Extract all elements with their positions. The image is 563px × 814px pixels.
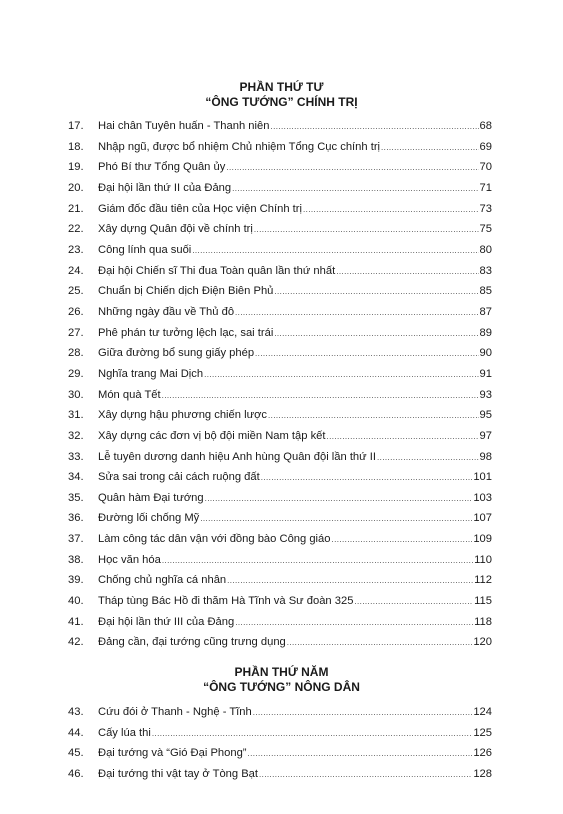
- toc-entry-title: Giám đốc đầu tiên của Học viện Chính trị: [98, 202, 302, 215]
- toc-entry-number: 37.: [68, 533, 84, 546]
- dot-leader: [336, 265, 478, 279]
- toc-entry-page-number: 85: [479, 285, 492, 298]
- toc-entry-page-number: 126: [473, 747, 492, 760]
- dot-leader: [261, 471, 473, 485]
- toc-entry[interactable]: [68, 408, 492, 429]
- toc-entry-title: Hai chân Tuyên huấn - Thanh niên: [98, 120, 270, 132]
- dot-leader: [377, 451, 479, 465]
- dot-leader: [303, 203, 479, 217]
- dot-leader: [274, 327, 478, 341]
- dot-leader: [253, 706, 473, 720]
- toc-entry-page-number: 118: [474, 615, 492, 628]
- toc-entry-page-number: 69: [479, 140, 492, 153]
- toc-entry-title: Xây dựng Quân đội về chính trị: [98, 223, 253, 236]
- toc-entry[interactable]: [68, 594, 492, 615]
- toc-entry[interactable]: [68, 450, 492, 471]
- dot-leader: [162, 554, 473, 568]
- dot-leader: [381, 141, 479, 155]
- dot-leader: [287, 636, 473, 650]
- dot-leader: [248, 747, 473, 761]
- toc-entry-page-number: 95: [479, 409, 492, 422]
- toc-entry-page-number: 87: [479, 305, 492, 318]
- dot-leader: [162, 389, 479, 403]
- toc-entry-page-number: 98: [479, 450, 492, 463]
- dot-leader: [235, 616, 473, 630]
- toc-entry[interactable]: [68, 635, 492, 656]
- toc-entry-title: Xây dựng hậu phương chiến lược: [98, 409, 268, 422]
- part4-heading: [0, 80, 563, 110]
- toc-entry-number: 41.: [68, 615, 84, 628]
- toc-entry-number: 36.: [68, 512, 84, 525]
- toc-entry[interactable]: [68, 388, 492, 409]
- toc-entry-page-number: 110: [474, 553, 492, 566]
- dot-leader: [192, 244, 478, 258]
- toc-entry-page-number: 93: [479, 388, 492, 401]
- toc-entry-title: Lễ tuyên dương danh hiệu Anh hùng Quân đội lần thứ II: [98, 450, 376, 463]
- toc-entry[interactable]: [68, 202, 492, 223]
- toc-entry-title: Học văn hóa: [98, 553, 161, 566]
- toc-entry-page-number: 109: [473, 533, 492, 546]
- toc-entry[interactable]: [68, 284, 492, 305]
- toc-entry[interactable]: [68, 615, 492, 636]
- toc-entry-page-number: 103: [473, 491, 492, 504]
- toc-entry-title: Nghĩa trang Mai Dịch: [98, 367, 204, 380]
- toc-entry-title: Sửa sai trong cải cách ruộng đất: [98, 471, 260, 484]
- part5-heading: [0, 665, 563, 695]
- toc-entry-number: 46.: [68, 767, 84, 780]
- toc-entry-number: 34.: [68, 471, 84, 484]
- toc-entry[interactable]: [68, 532, 492, 553]
- toc-entry-number: 40.: [68, 595, 84, 608]
- toc-entry-number: 31.: [68, 409, 84, 422]
- toc-entry-page-number: 91: [479, 367, 492, 380]
- toc-entry-number: 28.: [68, 347, 84, 360]
- toc-entry[interactable]: [68, 326, 492, 347]
- toc-entry-title: Đại tướng thi vật tay ở Tòng Bạt: [98, 767, 259, 780]
- toc-entry-title: Công lính qua suối: [98, 243, 192, 256]
- toc-entry-page-number: 112: [474, 574, 492, 587]
- dot-leader: [332, 533, 473, 547]
- dot-leader: [235, 306, 479, 320]
- toc-entry-number: 19.: [68, 161, 84, 174]
- toc-entry-page-number: 83: [479, 264, 492, 277]
- toc-entry-page-number: 90: [479, 347, 492, 360]
- toc-entry-page-number: 71: [479, 181, 492, 194]
- toc-entry[interactable]: [68, 346, 492, 367]
- toc-entry-number: 33.: [68, 450, 84, 463]
- toc-entry-title: Cấy lúa thi: [98, 726, 151, 739]
- toc-entry[interactable]: [68, 746, 492, 767]
- toc-entry-number: 17.: [68, 120, 84, 132]
- toc-entry-title: Đại hội Chiến sĩ Thi đua Toàn quân lần thứ nhất: [98, 264, 336, 277]
- toc-entry[interactable]: [68, 264, 492, 285]
- part4-heading-line1: PHẦN THỨ TƯ: [239, 80, 324, 94]
- toc-entry-number: 32.: [68, 429, 84, 442]
- toc-entry[interactable]: [68, 222, 492, 243]
- toc-entry-number: 20.: [68, 181, 84, 194]
- toc-entry-page-number: 97: [479, 429, 492, 442]
- toc-entry-title: Đại hội lần thứ III của Đảng: [98, 615, 235, 628]
- part5-heading-line2: “ÔNG TƯỚNG” NÔNG DÂN: [203, 680, 360, 694]
- toc-entry-number: 27.: [68, 326, 84, 339]
- toc-entry-page-number: 128: [473, 767, 492, 780]
- toc-entry-page-number: 125: [473, 726, 492, 739]
- part5-toc-list: [68, 705, 492, 788]
- toc-entry[interactable]: [68, 429, 492, 450]
- dot-leader: [227, 574, 473, 588]
- toc-entry-page-number: 120: [473, 636, 492, 649]
- toc-entry-page-number: 70: [479, 161, 492, 174]
- dot-leader: [200, 512, 472, 526]
- toc-entry-title: Đảng cần, đại tướng cũng trưng dụng: [98, 636, 286, 649]
- dot-leader: [354, 595, 473, 609]
- toc-entry-number: 23.: [68, 243, 84, 256]
- toc-entry-number: 21.: [68, 202, 84, 215]
- toc-entry[interactable]: [68, 726, 492, 747]
- toc-entry-title: Giữa đường bổ sung giấy phép: [98, 347, 255, 360]
- toc-entry-page-number: 107: [473, 512, 492, 525]
- toc-entry[interactable]: [68, 491, 492, 512]
- dot-leader: [232, 182, 478, 196]
- toc-entry[interactable]: [68, 243, 492, 264]
- toc-entry-number: 38.: [68, 553, 84, 566]
- toc-entry-page-number: 73: [479, 202, 492, 215]
- dot-leader: [255, 347, 479, 361]
- dot-leader: [259, 768, 472, 782]
- toc-entry-title: Món quà Tết: [98, 388, 161, 401]
- toc-entry-title: Quân hàm Đại tướng: [98, 491, 204, 504]
- toc-entry-title: Đại hội lần thứ II của Đảng: [98, 181, 232, 194]
- toc-entry-page-number: 89: [479, 326, 492, 339]
- dot-leader: [254, 223, 479, 237]
- toc-entry[interactable]: [68, 573, 492, 594]
- toc-entry-title: Cứu đói ở Thanh - Nghệ - Tĩnh: [98, 706, 252, 718]
- toc-entry-page-number: 75: [479, 223, 492, 236]
- part5-heading-line1: PHẦN THỨ NĂM: [234, 665, 329, 679]
- dot-leader: [204, 368, 478, 382]
- dot-leader: [205, 492, 473, 506]
- toc-entry-title: Xây dựng các đơn vị bộ đội miền Nam tập kết: [98, 429, 326, 442]
- toc-entry-number: 45.: [68, 747, 84, 760]
- toc-entry-title: Chuẩn bị Chiến dịch Điện Biên Phủ: [98, 285, 274, 298]
- toc-entry-title: Phó Bí thư Tổng Quân ủy: [98, 161, 226, 174]
- toc-entry-number: 25.: [68, 285, 84, 298]
- dot-leader: [152, 727, 472, 741]
- toc-entry-number: 18.: [68, 140, 84, 153]
- toc-entry-number: 39.: [68, 574, 84, 587]
- toc-entry-page-number: 101: [473, 471, 492, 484]
- toc-entry-number: 35.: [68, 491, 84, 504]
- toc-entry-page-number: 115: [474, 595, 492, 608]
- toc-entry-number: 30.: [68, 388, 84, 401]
- toc-entry-number: 26.: [68, 305, 84, 318]
- toc-entry[interactable]: [68, 367, 492, 388]
- toc-entry[interactable]: [68, 305, 492, 326]
- toc-entry-number: 42.: [68, 636, 84, 649]
- toc-entry-number: 29.: [68, 367, 84, 380]
- dot-leader: [268, 409, 479, 423]
- toc-entry-number: 24.: [68, 264, 84, 277]
- toc-entry-number: 22.: [68, 223, 84, 236]
- toc-entry[interactable]: [68, 181, 492, 202]
- toc-entry-title: Đường lối chống Mỹ: [98, 512, 200, 525]
- dot-leader: [274, 285, 478, 299]
- toc-entry[interactable]: [68, 705, 492, 726]
- toc-entry-page-number: 124: [473, 706, 492, 718]
- toc-entry-title: Phê phán tư tưởng lệch lạc, sai trái: [98, 326, 274, 339]
- toc-entry[interactable]: [68, 140, 492, 161]
- toc-entry[interactable]: [68, 119, 492, 140]
- dot-leader: [327, 430, 479, 444]
- toc-entry-title: Đại tướng và “Gió Đại Phong”: [98, 747, 247, 760]
- toc-entry[interactable]: [68, 767, 492, 788]
- toc-entry-title: Chống chủ nghĩa cá nhân: [98, 574, 227, 587]
- toc-entry-title: Những ngày đầu về Thủ đô: [98, 305, 235, 318]
- toc-entry-title: Nhập ngũ, được bổ nhiệm Chủ nhiệm Tổng Cục chính trị: [98, 140, 381, 153]
- toc-entry[interactable]: [68, 553, 492, 574]
- part4-heading-line2: “ÔNG TƯỚNG” CHÍNH TRỊ: [205, 95, 358, 109]
- toc-entry-page-number: 80: [479, 243, 492, 256]
- dot-leader: [270, 120, 478, 134]
- toc-entry[interactable]: [68, 160, 492, 181]
- toc-entry[interactable]: [68, 470, 492, 491]
- dot-leader: [226, 161, 478, 175]
- part4-toc-list: [68, 119, 492, 656]
- toc-entry-title: Tháp tùng Bác Hồ đi thăm Hà Tĩnh và Sư đoàn 325: [98, 595, 354, 608]
- toc-entry-number: 44.: [68, 726, 84, 739]
- toc-entry[interactable]: [68, 511, 492, 532]
- toc-entry-title: Làm công tác dân vận với đồng bào Công giáo: [98, 533, 331, 546]
- toc-entry-number: 43.: [68, 706, 84, 718]
- toc-entry-page-number: 68: [479, 120, 492, 132]
